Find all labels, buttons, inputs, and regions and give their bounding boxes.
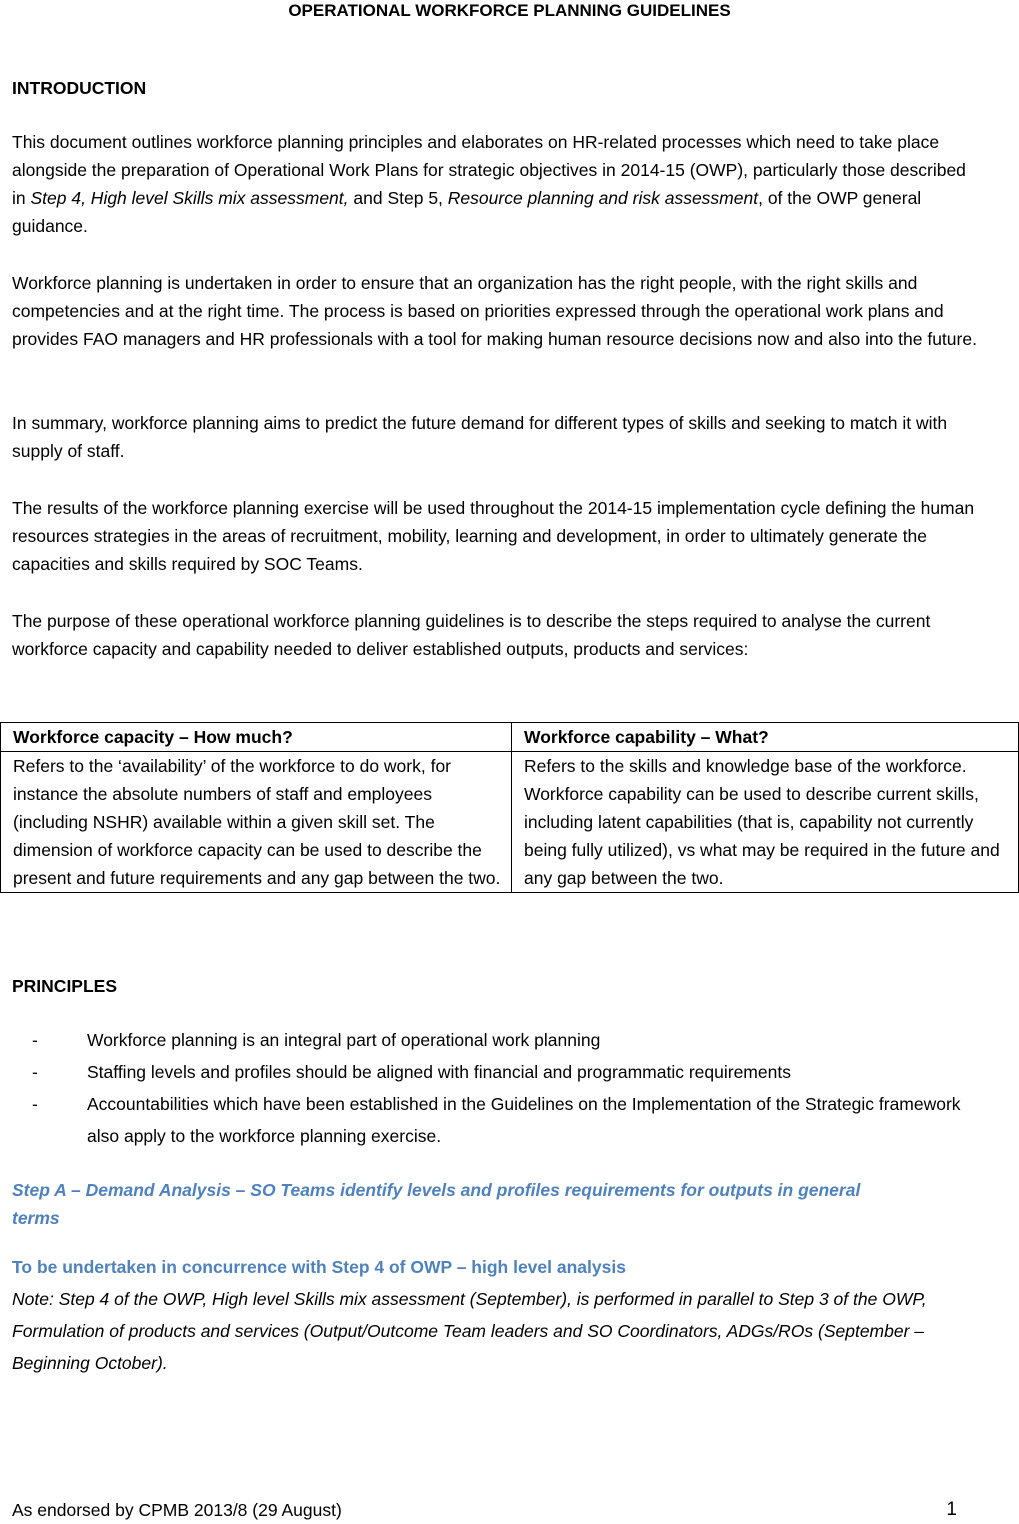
page-number: 1 xyxy=(946,1499,957,1520)
list-item xyxy=(12,1024,977,1056)
principle-text: Staffing levels and profiles should be aligned with financial and programmatic requirements xyxy=(87,1062,791,1082)
intro-paragraph-4: The results of the workforce planning exercise will be used throughout the 2014-15 implementation cycle defining the human resources strategies in the areas of recruitment, mobility, learning and development, in order to ultimately generate the capacities and skills required by SOC Teams. xyxy=(12,498,975,574)
intro-p1-end: , of the OWP general guidance. xyxy=(12,188,922,236)
principles-heading: PRINCIPLES xyxy=(12,976,118,996)
intro-paragraph-1 xyxy=(12,128,977,240)
principle-text: Accountabilities which have been established in the Guidelines on the Implementation of the Strategic framework also apply to the workforce planning exercise. xyxy=(87,1094,961,1146)
principles-list xyxy=(12,1024,977,1152)
intro-p1-between: and Step 5, xyxy=(348,188,448,208)
step-a-title: Step A – Demand Analysis – SO Teams identify levels and profiles requirements for outputs in general terms xyxy=(12,1180,861,1228)
introduction-section xyxy=(12,74,977,102)
table-row xyxy=(1,752,1019,893)
bullet-dash: - xyxy=(32,1094,38,1114)
footer-endorsement: As endorsed by CPMB 2013/8 (29 August) xyxy=(12,1500,342,1520)
introduction-heading: INTRODUCTION xyxy=(12,78,147,98)
table-header-capacity: Workforce capacity – How much? xyxy=(1,723,512,752)
intro-paragraph-3: In summary, workforce planning aims to predict the future demand for different types of skills and seeking to match it with supply of staff. xyxy=(12,413,948,461)
step-a-subtitle: To be undertaken in concurrence with Step 4 of OWP – high level analysis xyxy=(12,1257,626,1277)
table-header-row xyxy=(1,723,1019,752)
intro-paragraph-2: Workforce planning is undertaken in order to ensure that an organization has the right people, with the right skills and competencies and at the right time. The process is based on priorities expressed through the operational work plans and provides FAO managers and HR professionals with a tool for making human resource decisions now and also into the future. xyxy=(12,273,977,349)
table-cell-capability: Refers to the skills and knowledge base of the workforce. Workforce capability can be used to describe current skills, including latent capabilities (that is, capability not currently being fully utilized), vs what may be required in the future and any gap between the two. xyxy=(512,752,1019,893)
bullet-dash: - xyxy=(32,1030,38,1050)
intro-p1-text: This document outlines workforce planning principles and elaborates on HR-related processes which need to take place alongside the preparation of Operational Work Plans for strategic objectives in 2014-15 (OWP), particularly those described in xyxy=(12,132,966,208)
principle-text: Workforce planning is an integral part of operational work planning xyxy=(87,1030,601,1050)
list-item xyxy=(12,1056,977,1088)
step-a-note: Note: Step 4 of the OWP, High level Skills mix assessment (September), is performed in parallel to Step 3 of the OWP, Formulation of products and services (Output/Outcome Team leaders and SO Coordinators, ADGs/ROs (September – Beginning October). xyxy=(12,1289,927,1373)
intro-p1-italic-step4: Step 4, High level Skills mix assessment, xyxy=(30,188,349,208)
page-footer xyxy=(12,1496,972,1524)
table-header-capability: Workforce capability – What? xyxy=(512,723,1019,752)
intro-paragraph-5: The purpose of these operational workforce planning guidelines is to describe the steps required to analyse the current workforce capacity and capability needed to deliver established outputs, products and services: xyxy=(12,611,931,659)
bullet-dash: - xyxy=(32,1062,38,1082)
intro-p1-italic-step5: Resource planning and risk assessment xyxy=(447,188,759,208)
capacity-capability-table xyxy=(0,722,1019,893)
table-cell-capacity: Refers to the ‘availability’ of the workforce to do work, for instance the absolute numbers of staff and employees (including NSHR) available within a given skill set. The dimension of workforce capacity can be used to describe the present and future requirements and any gap between the two. xyxy=(1,752,512,893)
list-item xyxy=(12,1088,977,1152)
document-title: OPERATIONAL WORKFORCE PLANNING GUIDELINES xyxy=(288,1,731,20)
